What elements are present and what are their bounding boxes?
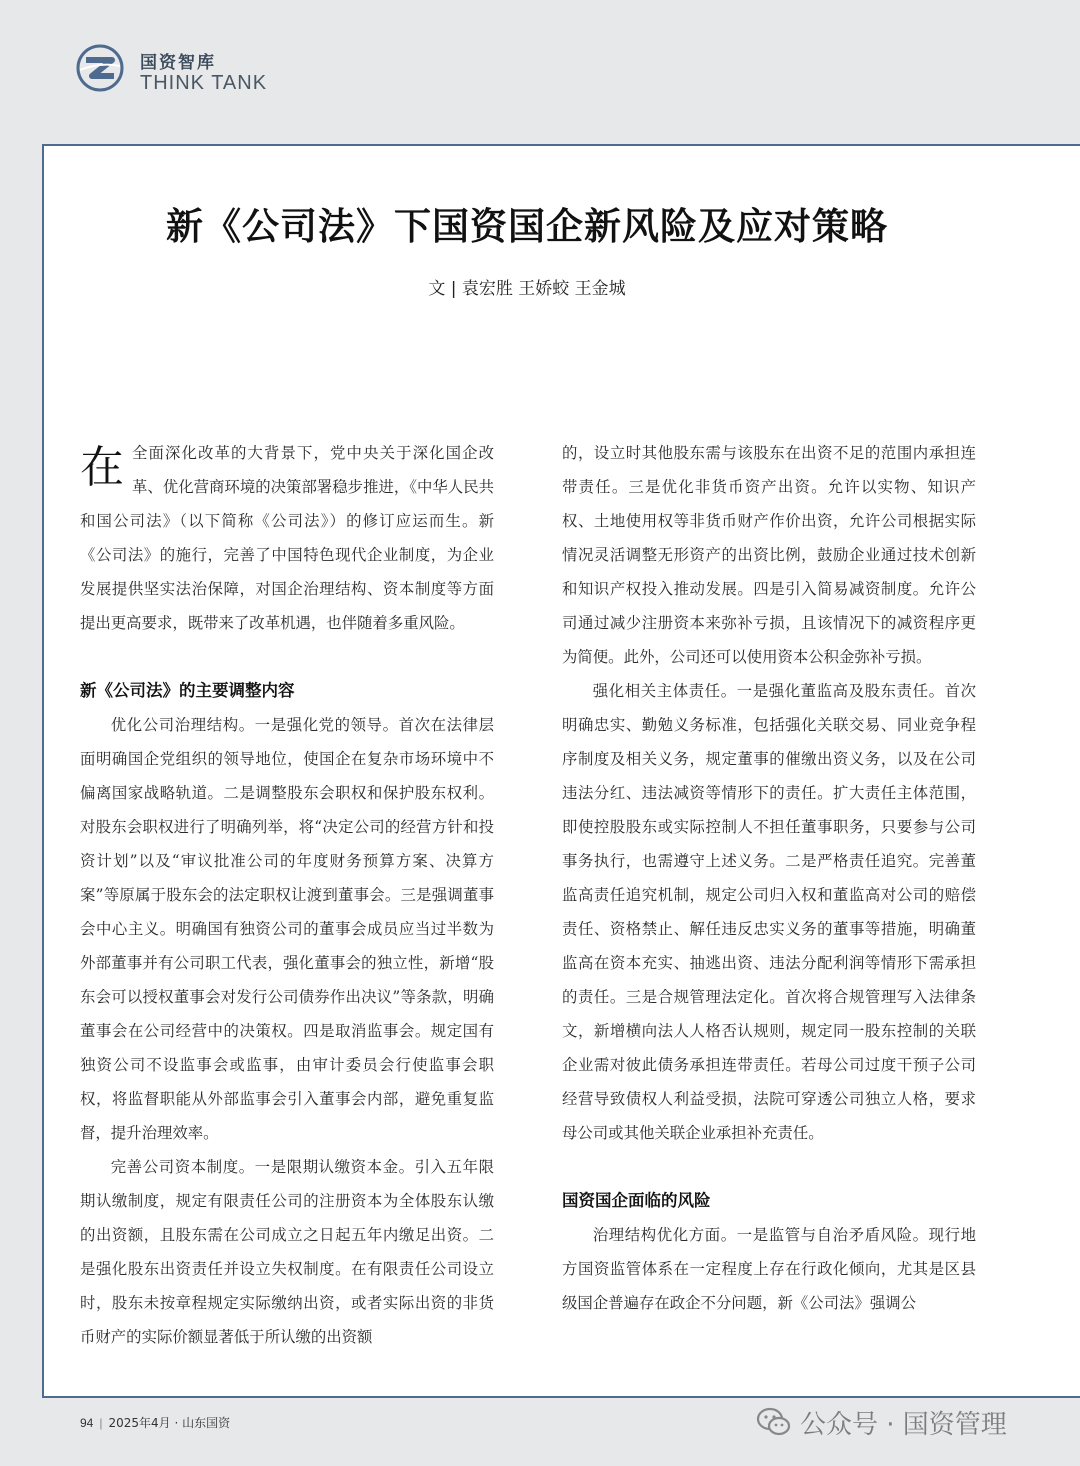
intro-paragraph (80, 436, 494, 640)
wechat-watermark (756, 1402, 1007, 1442)
watermark-text: 公众号 · 国资管理 (800, 1409, 1007, 1440)
think-tank-logo (76, 44, 124, 92)
drop-cap: 在 (80, 442, 124, 493)
paragraph-governance: 优化公司治理结构。一是强化党的领导。首次在法律层面明确国企党组织的领导地位，使国企在复杂市场环境中不偏离国家战略轨道。二是调整股东会职权和保护股东权利。对股东会职权进行了明确列举，将“决定公司的经营方针和投资计划”以及“审议批准公司的年度财务预算方案、决算方案”等原属于股东会的法定职权让渡到董事会。三是强调董事会中心主义。明确国有独资公司的董事会成员应当过半数为外部董事并有公司职工代表，强化董事会的独立性，新增“股东会可以授权董事会对发行公司债券作出决议”等条款，明确董事会在公司经营中的决策权。四是取消监事会。规定国有独资公司不设监事会或监事，由审计委员会行使监事会职权，将监督职能从外部监事会引入董事会内部，避免重复监督，提升治理效率。 (80, 716, 494, 1142)
paragraph-responsibility: 强化相关主体责任。一是强化董监高及股东责任。首次明确忠实、勤勉义务标准，包括强化关联交易、同业竞争程序制度及相关义务，规定董事的催缴出资义务，以及在公司违法分红、违法减资等情形下的责任。扩大责任主体范围，即使控股股东或实际控制人不担任董事职务，只要参与公司事务执行，也需遵守上述义务。二是严格责任追究。完善董监高责任追究机制，规定公司归入权和董监高对公司的赔偿责任、资格禁止、解任违反忠实义务的董事等措施，明确董监高在资本充实、抽逃出资、违法分配利润等情形下需承担的责任。三是合规管理法定化。首次将合规管理写入法律条文，新增横向法人人格否认规则，规定同一股东控制的关联企业需对彼此债务承担连带责任。若母公司过度干预子公司经营导致债权人利益受损，法院可穿透公司独立人格，要求母公司或其他关联企业承担补充责任。 (562, 682, 976, 1142)
right-column (562, 436, 976, 1320)
article-byline: 文 | 袁宏胜 王娇蛟 王金城 (428, 279, 626, 299)
section-heading-risks: 国资国企面临的风险 (562, 1191, 711, 1210)
paragraph-capital: 完善公司资本制度。一是限期认缴资本金。引入五年限期认缴制度，规定有限责任公司的注册资本为全体股东认缴的出资额，且股东需在公司成立之日起五年内缴足出资。二是强化股东出资责任并设立失权制度。在有限责任公司设立时，股东未按章程规定实际缴纳出资，或者实际出资的非货币财产的实际价额显著低于所认缴的出资额 (80, 1158, 494, 1346)
paragraph-capital-cont: 的，设立时其他股东需与该股东在出资不足的范围内承担连带责任。三是优化非货币资产出资。允许以实物、知识产权、土地使用权等非货币财产作价出资，允许公司根据实际情况灵活调整无形资产的出资比例，鼓励企业通过技术创新和知识产权投入推动发展。四是引入简易减资制度。允许公司通过减少注册资本来弥补亏损，且该情况下的减资程序更为简便。此外，公司还可以使用资本公积金弥补亏损。 (562, 444, 976, 666)
issue-info: 2025年4月 · 山东国资 (108, 1416, 231, 1430)
article-title: 新《公司法》下国资国企新风险及应对策略 (166, 205, 888, 248)
brand-english: THINK TANK (140, 72, 268, 94)
wechat-icon (756, 1407, 792, 1437)
brand-chinese: 国资智库 (140, 53, 216, 73)
intro-text: 全面深化改革的大背景下，党中央关于深化国企改革、优化营商环境的决策部署稳步推进，《中华人民共和国公司法》（以下简称《公司法》）的修订应运而生。新《公司法》的施行，完善了中国特色现代企业制度，为企业发展提供坚实法治保障，对国企治理结构、资本制度等方面提出更高要求，既带来了改革机遇，也伴随着多重风险。 (80, 444, 494, 632)
page-number: 94 (80, 1416, 94, 1430)
paragraph-risks: 治理结构优化方面。一是监管与自治矛盾风险。现行地方国资监管体系在一定程度上存在行政化倾向，尤其是区县级国企普遍存在政企不分问题，新《公司法》强调公 (562, 1226, 976, 1312)
section-heading-adjustments: 新《公司法》的主要调整内容 (80, 681, 295, 700)
page-footer: 94 | 2025年4月 · 山东国资 (80, 1416, 231, 1430)
left-column (80, 436, 494, 1354)
